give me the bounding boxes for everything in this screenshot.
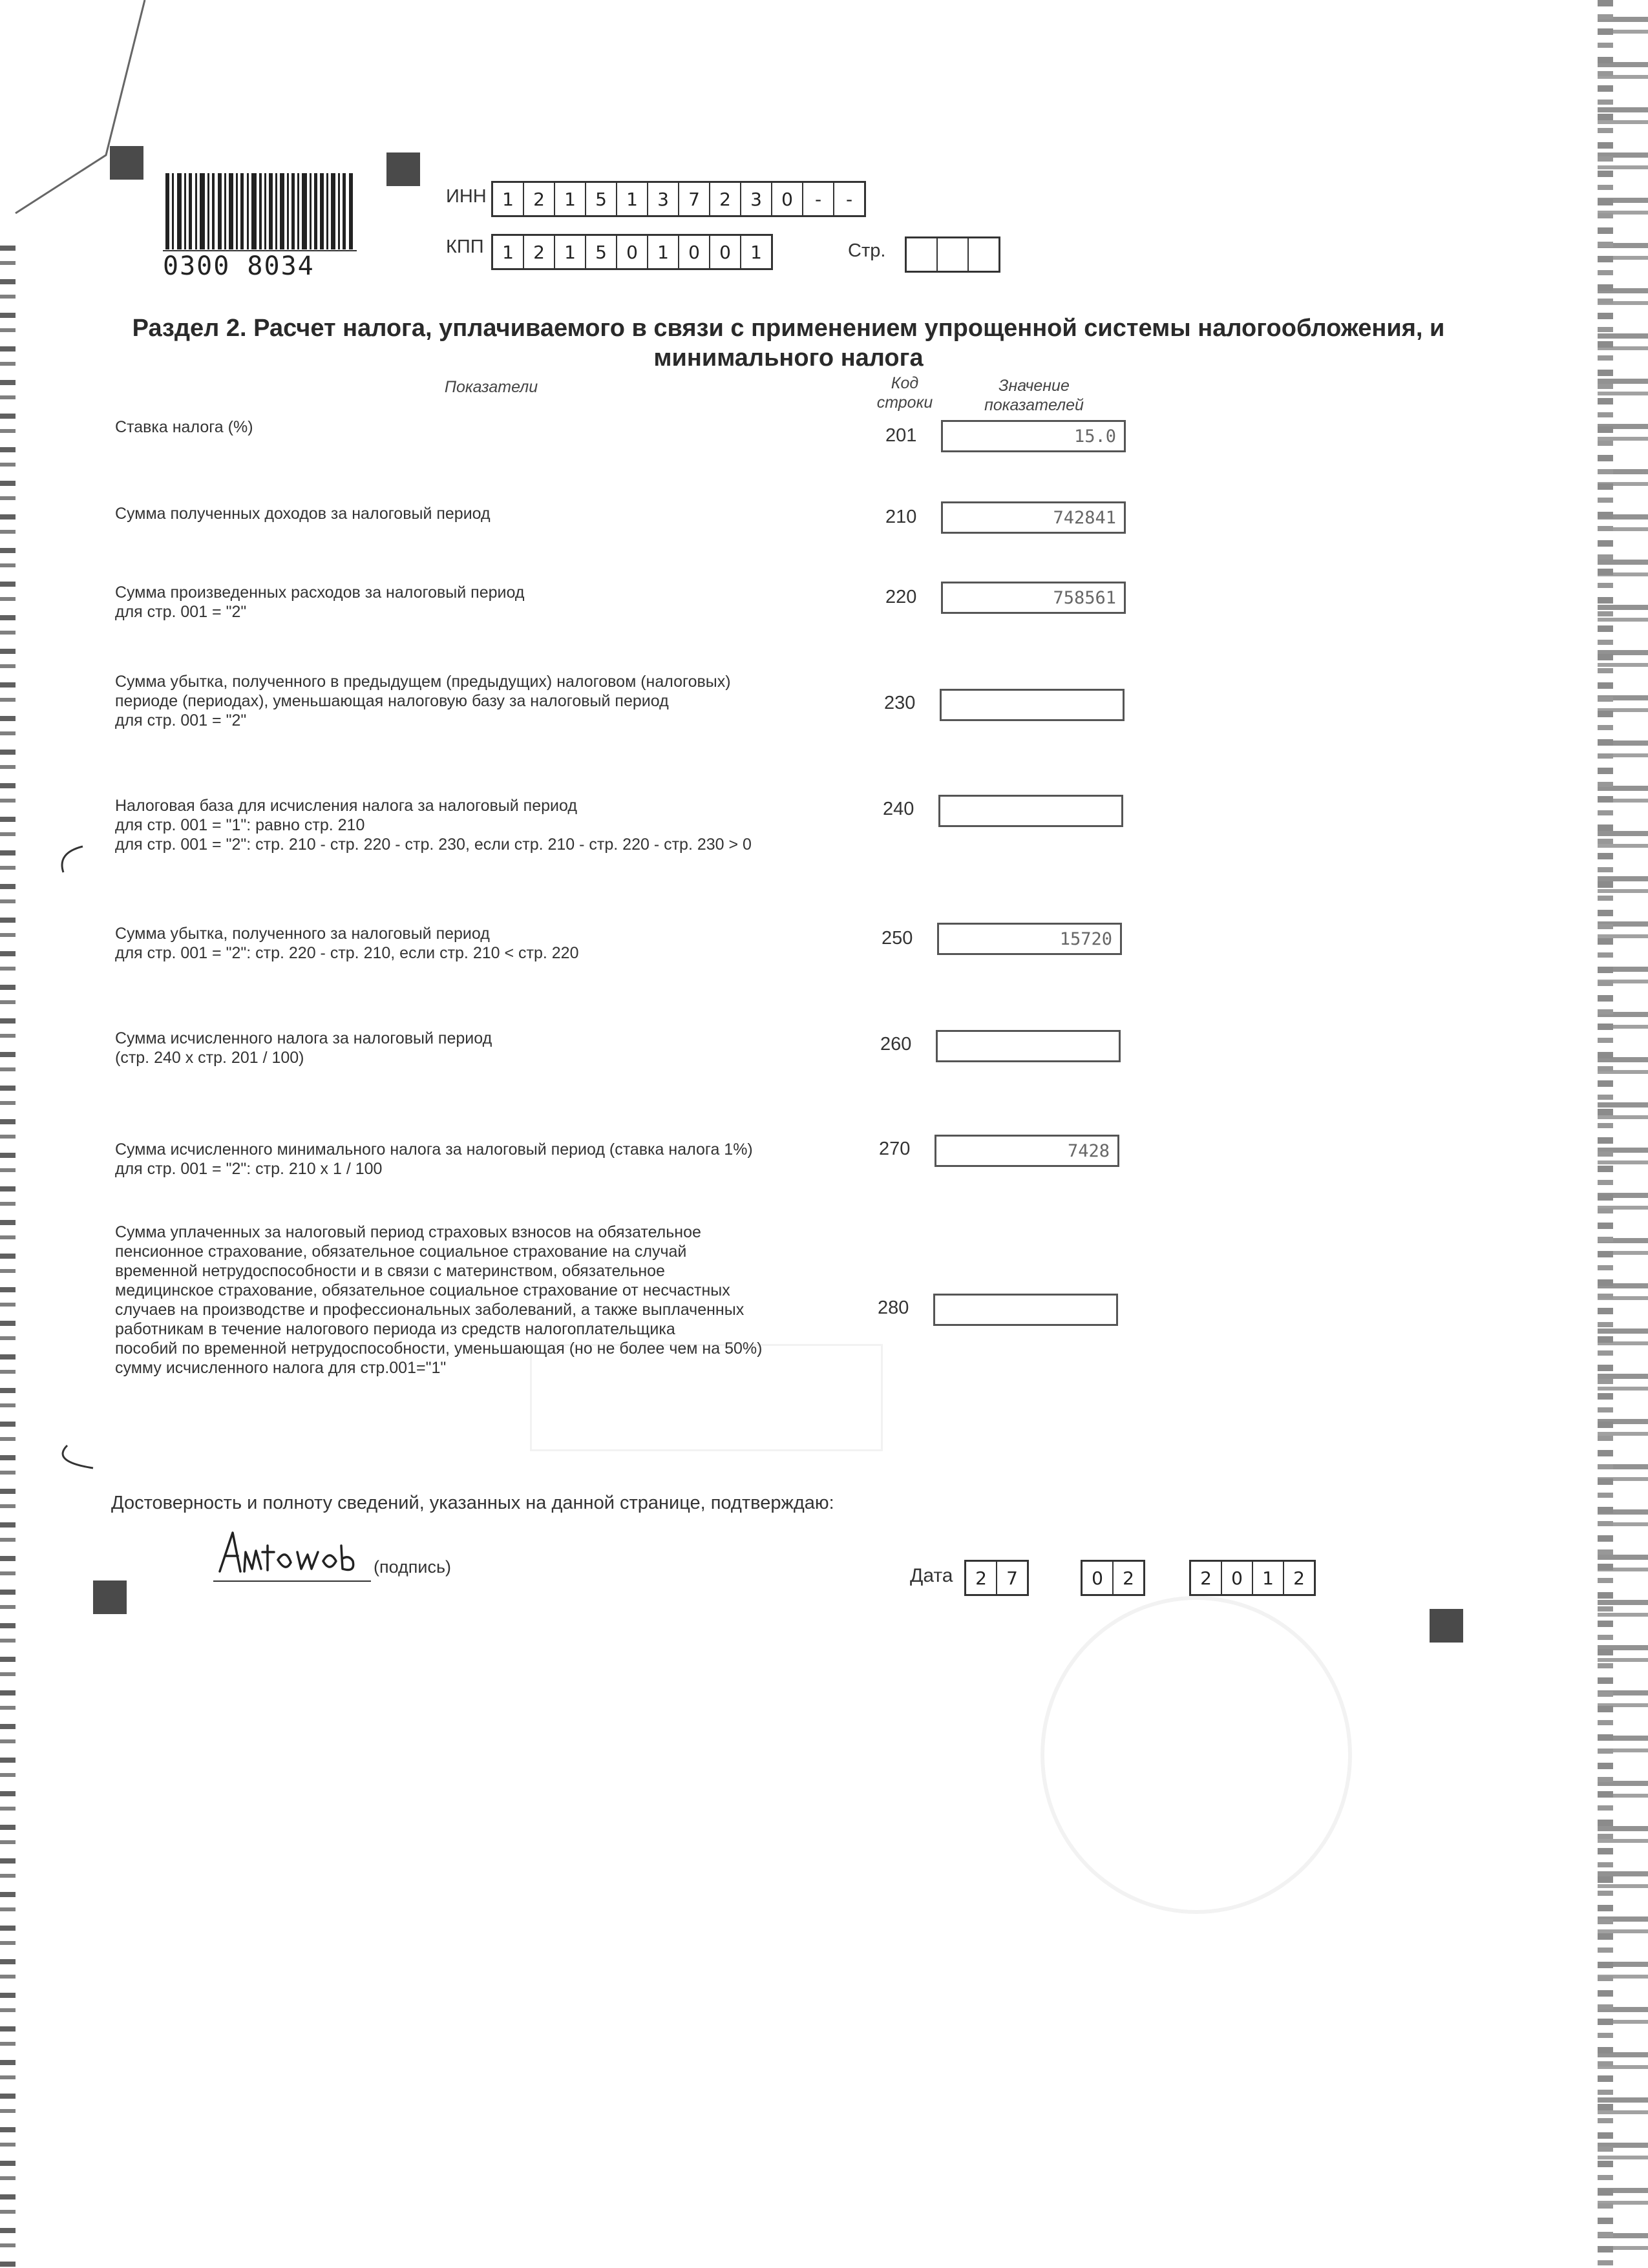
date-month-cell: 0	[1083, 1562, 1114, 1594]
kpp-cell: 1	[555, 236, 586, 268]
date-month-cells	[1081, 1560, 1145, 1596]
inn-cell: 7	[679, 183, 710, 215]
kpp-cells	[491, 234, 773, 270]
date-day-cells	[964, 1560, 1029, 1596]
row-description-line: временной нетрудоспособности и в связи с материнством, обязательное	[115, 1262, 665, 1280]
inn-cell: 1	[555, 183, 586, 215]
section-title	[116, 313, 1461, 373]
inn-cells	[491, 181, 866, 217]
confirmation-text: Достоверность и полноту сведений, указанных на данной странице, подтверждаю:	[111, 1493, 834, 1513]
row-280-code: 280	[878, 1297, 909, 1318]
date-year-cell: 2	[1293, 1567, 1305, 1589]
inn-cell: 1	[617, 183, 648, 215]
scan-fold-edge	[9, 0, 151, 258]
page-number-cell	[907, 238, 938, 271]
row-220-value-field[interactable]: 758561	[941, 582, 1126, 614]
kpp-cell: 0	[679, 236, 710, 268]
row-description-line: Налоговая база для исчисления налога за налоговый период	[115, 797, 577, 815]
kpp-cell: 0	[617, 236, 648, 268]
inn-cell: 2	[710, 183, 741, 215]
section-title-line-1: Раздел 2. Расчет налога, уплачиваемого в связи с применением упрощенной системы налогообложения, и	[132, 315, 1445, 342]
row-201-code: 201	[885, 425, 917, 446]
date-day-cell: 7	[1006, 1567, 1018, 1589]
column-header-value-line-2: показателей	[984, 396, 1084, 414]
row-description-line: для стр. 001 = "2": стр. 210 х 1 / 100	[115, 1160, 383, 1178]
kpp-cell: 2	[524, 236, 555, 268]
pen-mark	[48, 1442, 100, 1475]
inn-label: ИНН	[446, 186, 487, 207]
corner-marker-bottom-left	[93, 1580, 127, 1614]
column-header-indicators: Показатели	[444, 378, 538, 396]
kpp-cell: 0	[710, 236, 741, 268]
row-description-line: сумму исчисленного налога для стр.001="1"	[115, 1359, 447, 1377]
row-description-line: пенсионное страхование, обязательное социальное страхование на случай	[115, 1243, 687, 1261]
corner-marker-top-left	[110, 146, 143, 180]
row-230-value-field[interactable]	[940, 689, 1125, 721]
row-230-description	[115, 672, 897, 730]
row-210-description	[115, 504, 897, 523]
row-250-code: 250	[882, 928, 913, 949]
barcode-bars	[163, 173, 357, 249]
row-description-line: Сумма уплаченных за налоговый период страховых взносов на обязательное	[115, 1223, 701, 1241]
row-250-value-field[interactable]: 15720	[937, 923, 1122, 955]
row-201-value-field[interactable]: 15.0	[941, 420, 1126, 452]
row-250-description	[115, 924, 897, 963]
row-description-line: периоде (периодах), уменьшающая налоговую базу за налоговый период	[115, 692, 669, 710]
inn-cell: 2	[524, 183, 555, 215]
row-description-line: для стр. 001 = "2": стр. 210 - стр. 220 - стр. 230, если стр. 210 - стр. 220 - стр. 230 > 0	[115, 835, 752, 854]
row-description-line: (стр. 240 х стр. 201 / 100)	[115, 1049, 304, 1067]
scan-perforated-edge-left	[0, 246, 16, 2268]
kpp-cell: 5	[586, 236, 617, 268]
faint-round-stamp	[1041, 1596, 1352, 1914]
row-description-line: для стр. 001 = "2": стр. 220 - стр. 210, если стр. 210 < стр. 220	[115, 944, 579, 962]
row-220-code: 220	[885, 587, 917, 607]
faint-stamp-rectangle	[530, 1344, 883, 1451]
date-year-cell: 2	[1191, 1562, 1222, 1594]
date-label: Дата	[910, 1565, 953, 1586]
row-270-value-field[interactable]: 7428	[935, 1135, 1119, 1167]
row-201-description	[115, 417, 897, 437]
row-description-line: Сумма исчисленного минимального налога за налоговый период (ставка налога 1%)	[115, 1140, 753, 1159]
inn-cell: 0	[772, 183, 803, 215]
corner-marker-bottom-right	[1430, 1609, 1463, 1643]
column-header-value-line-1: Значение	[998, 377, 1070, 395]
row-270-code: 270	[879, 1139, 911, 1159]
row-260-value-field[interactable]	[936, 1030, 1121, 1062]
row-260-description	[115, 1029, 897, 1067]
section-title-line-2: минимального налога	[653, 344, 924, 372]
row-description-line: Ставка налога (%)	[115, 418, 253, 436]
inn-cell: 3	[648, 183, 679, 215]
inn-cell: -	[803, 183, 834, 215]
row-description-line: для стр. 001 = "1": равно стр. 210	[115, 816, 365, 834]
barcode-number: 0300 8034	[163, 250, 357, 281]
kpp-cell: 1	[750, 241, 762, 263]
date-year-cell: 0	[1222, 1562, 1253, 1594]
inn-cell: 1	[493, 183, 524, 215]
date-month-cell: 2	[1123, 1567, 1134, 1589]
row-description-line: случаев на производстве и профессиональных заболеваний, а также выплаченных	[115, 1301, 745, 1319]
row-description-line: Сумма произведенных расходов за налоговый период	[115, 583, 525, 602]
column-header-code	[866, 373, 944, 412]
barcode	[163, 173, 357, 281]
kpp-label: КПП	[446, 236, 484, 257]
column-header-code-line-2: строки	[876, 394, 933, 412]
row-220-description	[115, 583, 897, 622]
kpp-cell: 1	[648, 236, 679, 268]
handwritten-signature	[213, 1526, 375, 1578]
row-270-description	[115, 1140, 897, 1179]
inn-cell: 3	[741, 183, 772, 215]
row-description-line: Сумма исчисленного налога за налоговый период	[115, 1029, 492, 1047]
row-description-line: работникам в течение налогового периода из средств налогоплательщика	[115, 1320, 675, 1338]
row-description-line: пособий по временной нетрудоспособности, уменьшающая (но не более чем на 50%)	[115, 1339, 763, 1358]
row-description-line: Сумма убытка, полученного в предыдущем (предыдущих) налоговом (налоговых)	[115, 673, 731, 691]
column-header-code-line-1: Код	[891, 374, 919, 392]
row-240-value-field[interactable]	[938, 795, 1123, 827]
kpp-cell: 1	[493, 236, 524, 268]
date-year-cells	[1189, 1560, 1316, 1596]
row-280-value-field[interactable]	[933, 1294, 1118, 1326]
page-label: Стр.	[848, 240, 886, 261]
scan-perforated-edge-right	[1598, 0, 1648, 2268]
row-210-code: 210	[885, 507, 917, 527]
row-description-line: для стр. 001 = "2"	[115, 711, 247, 730]
page-number-cell	[969, 238, 998, 271]
signature-line	[213, 1580, 371, 1582]
inn-cell: 5	[586, 183, 617, 215]
page-number-cell	[938, 238, 969, 271]
pen-mark	[50, 840, 89, 879]
row-description-line: для стр. 001 = "2"	[115, 603, 247, 621]
inn-cell: -	[845, 188, 853, 210]
row-230-code: 230	[884, 693, 916, 713]
date-year-cell: 1	[1253, 1562, 1284, 1594]
corner-marker-top-right	[386, 152, 420, 186]
row-description-line: Сумма убытка, полученного за налоговый период	[115, 925, 490, 943]
signature-label: (подпись)	[374, 1557, 452, 1577]
row-210-value-field[interactable]: 742841	[941, 501, 1126, 534]
row-description-line: Сумма полученных доходов за налоговый период	[115, 505, 491, 523]
row-260-code: 260	[880, 1034, 912, 1055]
page-number-cells	[905, 236, 1000, 273]
row-description-line: медицинское страхование, обязательное социальное страхование от несчастных	[115, 1281, 730, 1299]
date-day-cell: 2	[966, 1562, 997, 1594]
column-header-value	[963, 376, 1105, 415]
row-240-description	[115, 796, 897, 854]
row-240-code: 240	[883, 799, 914, 819]
